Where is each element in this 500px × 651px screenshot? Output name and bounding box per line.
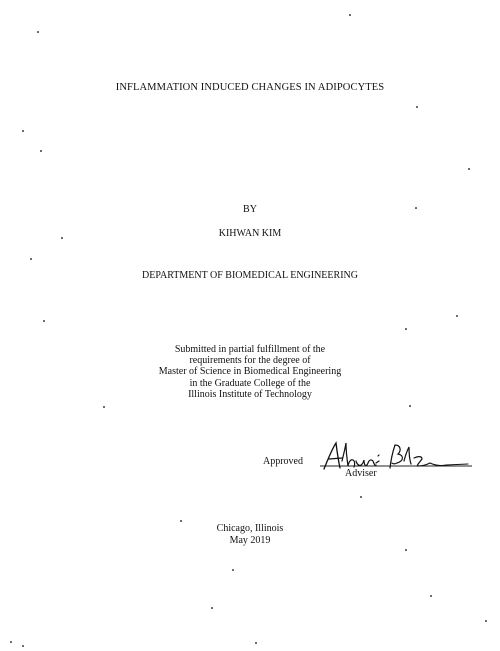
submission-line: Master of Science in Biomedical Engineering <box>158 366 342 378</box>
signature-stroke <box>414 457 430 466</box>
submission-line: in the Graduate College of the <box>189 377 311 389</box>
by-label: BY <box>243 204 257 215</box>
scan-speck <box>43 320 45 322</box>
adviser-signature <box>318 439 474 475</box>
submission-line: Illinois Institute of Technology <box>188 388 312 400</box>
scan-speck <box>409 405 411 407</box>
scan-speck <box>468 168 470 170</box>
submission-line: Submitted in partial fulfillment of the <box>174 344 326 355</box>
scan-speck <box>22 130 24 132</box>
scan-speck <box>40 150 42 152</box>
scan-speck <box>405 328 407 330</box>
approved-label: Approved <box>263 456 303 467</box>
scan-speck <box>232 569 234 571</box>
signature-stroke <box>430 463 468 465</box>
signature-stroke <box>376 455 379 463</box>
author-name: KIHWAN KIM <box>218 228 282 239</box>
scan-speck <box>211 607 213 609</box>
scan-speck <box>415 207 417 209</box>
place-and-date <box>0 523 500 546</box>
scan-speck <box>405 549 407 551</box>
scan-speck <box>349 14 351 16</box>
adviser-label: Adviser <box>345 468 377 479</box>
scan-speck <box>416 106 418 108</box>
scan-speck <box>30 258 32 260</box>
scan-speck <box>360 496 362 498</box>
signature-stroke <box>356 460 376 466</box>
thesis-title: INFLAMMATION INDUCED CHANGES IN ADIPOCYTES <box>115 82 385 93</box>
date: May 2019 <box>229 534 271 546</box>
scan-speck <box>22 645 24 647</box>
scan-speck <box>430 595 432 597</box>
submission-statement <box>0 344 500 400</box>
place: Chicago, Illinois <box>216 523 284 534</box>
scan-speck <box>180 520 182 522</box>
scan-speck <box>103 406 105 408</box>
department-name: DEPARTMENT OF BIOMEDICAL ENGINEERING <box>142 270 358 281</box>
scan-speck <box>255 642 257 644</box>
signature-stroke <box>324 443 342 469</box>
scan-speck <box>485 620 487 622</box>
scan-speck <box>10 641 12 643</box>
scan-speck <box>37 31 39 33</box>
signature-stroke <box>390 445 402 468</box>
submission-line: requirements for the degree of <box>189 355 311 367</box>
signature-stroke <box>342 443 355 467</box>
scan-speck <box>61 237 63 239</box>
scan-speck <box>456 315 458 317</box>
signature-stroke <box>404 447 411 464</box>
